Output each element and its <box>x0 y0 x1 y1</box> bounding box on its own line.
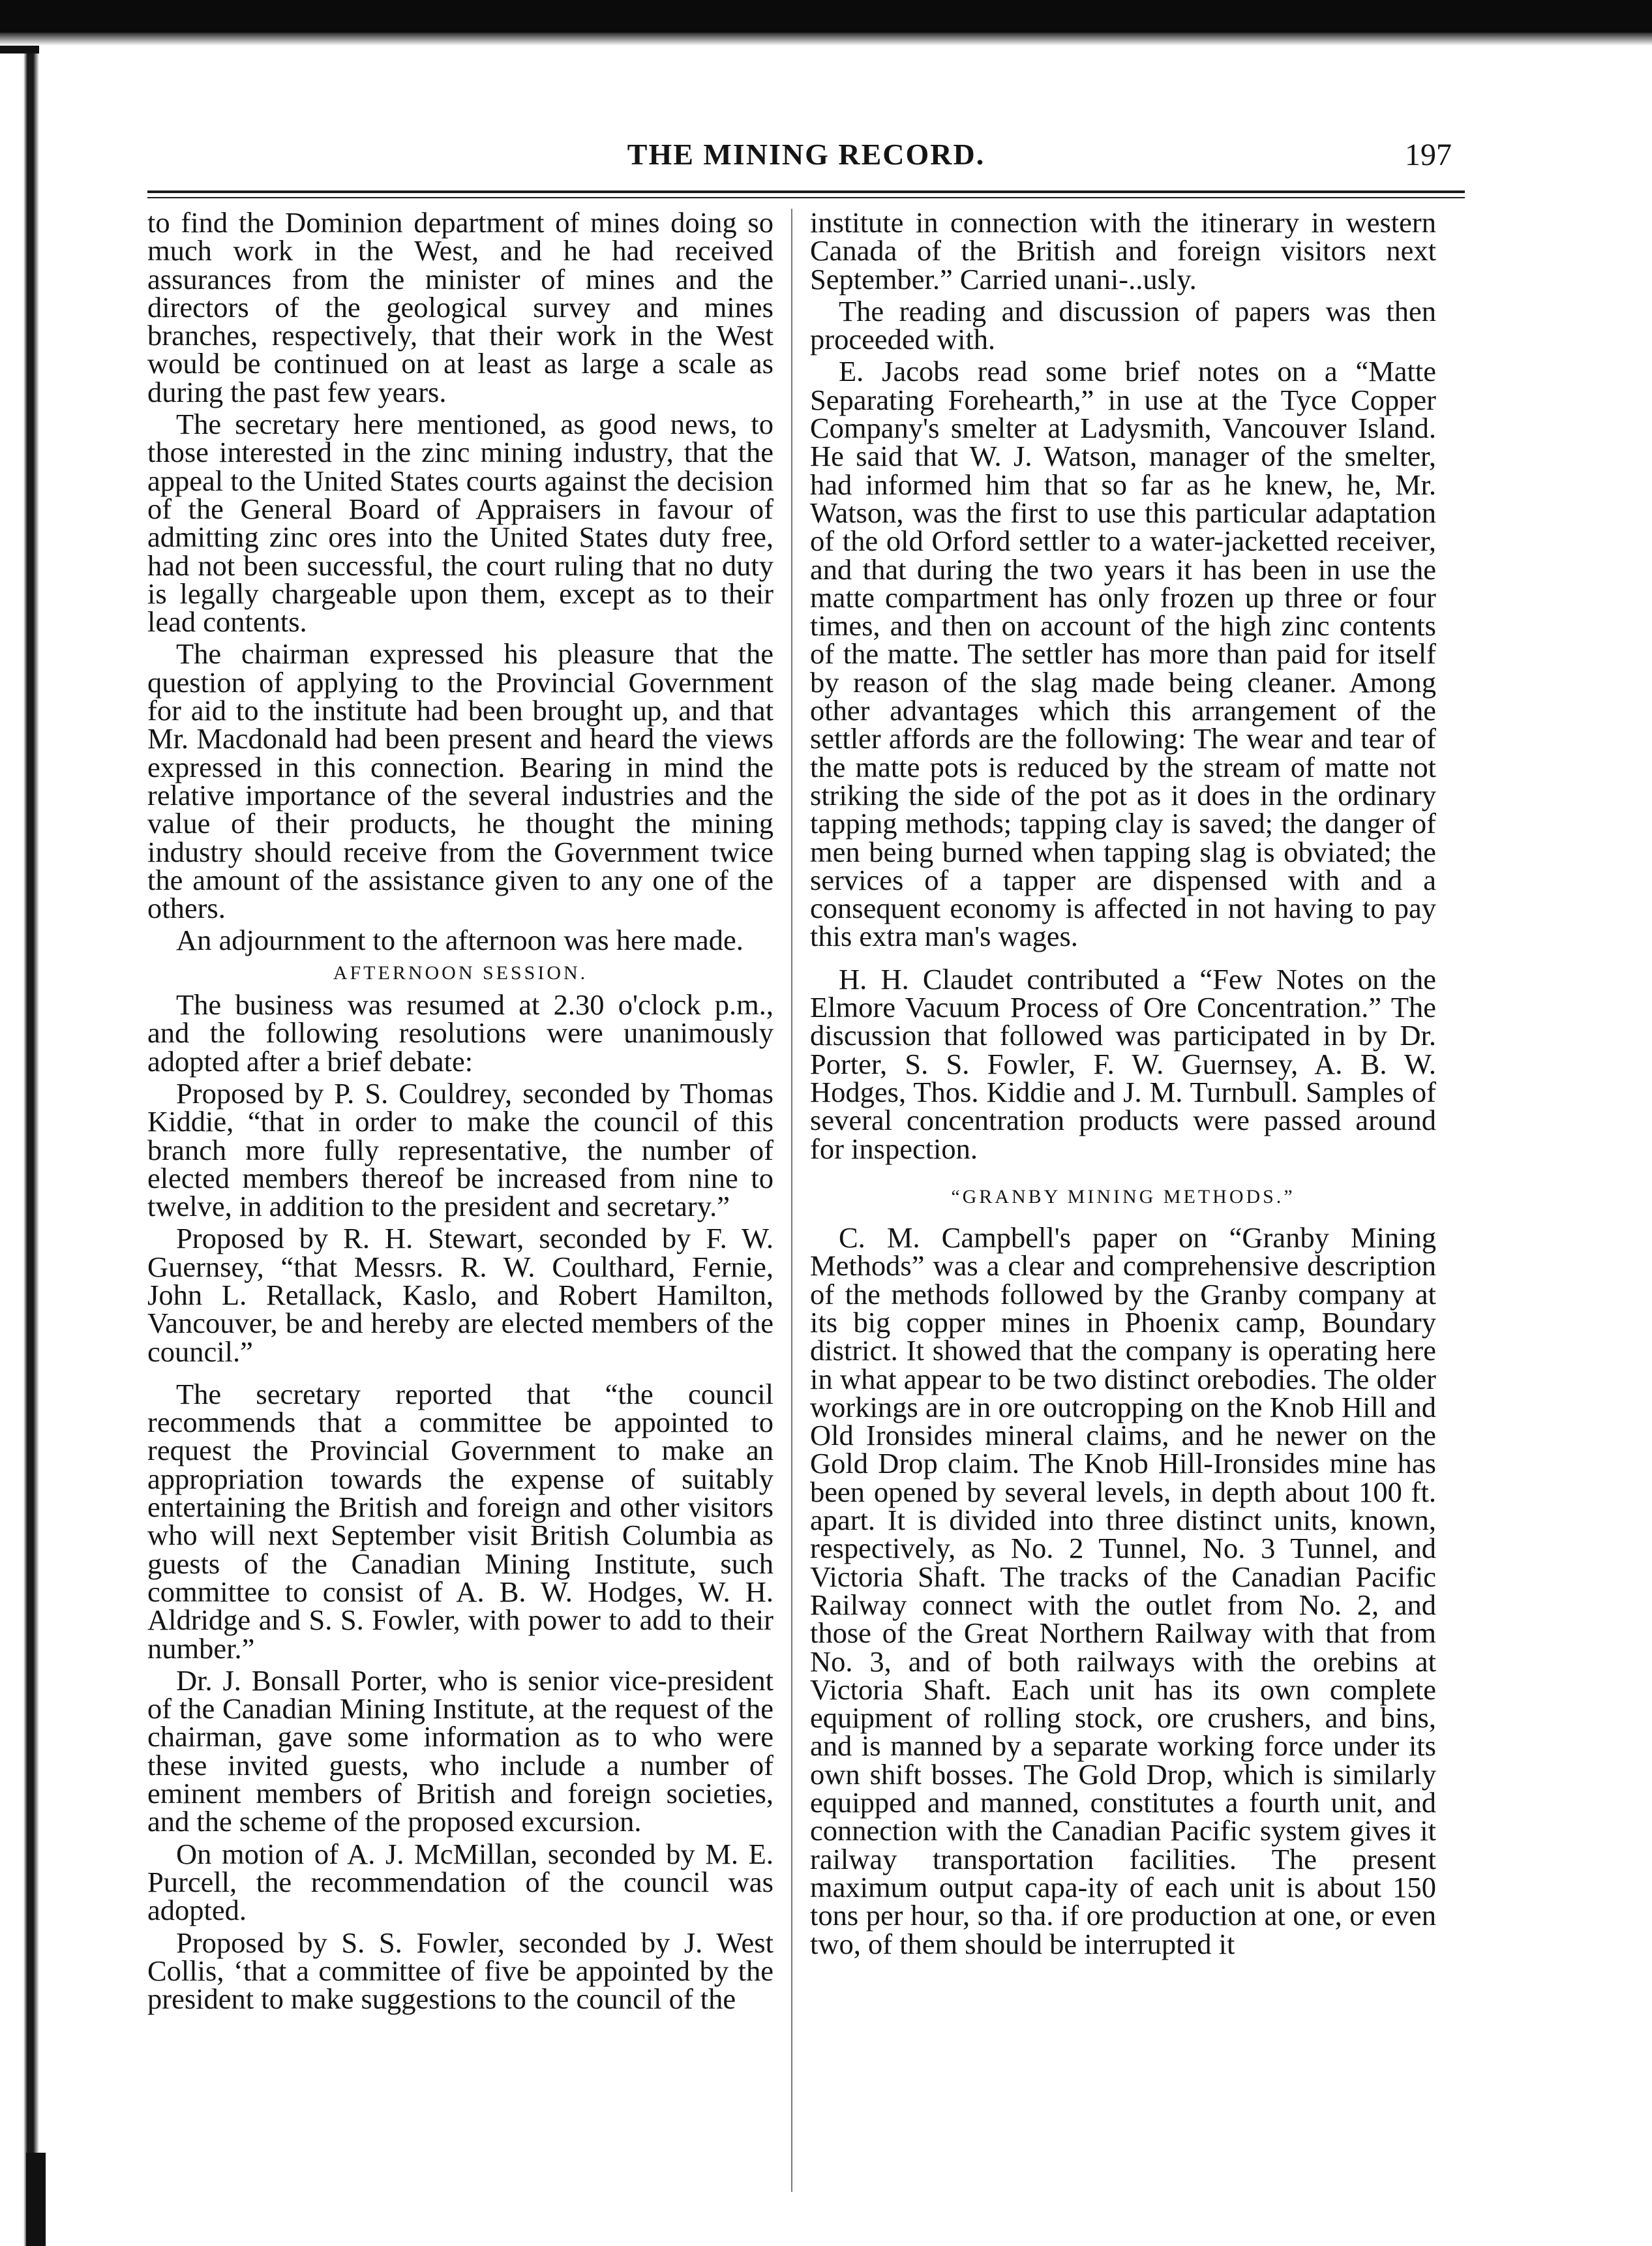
paragraph: institute in connection with the itinerary in western Canada of the British and foreign visitors next September.” Carried unani-..usly. <box>810 209 1436 296</box>
running-title: THE MINING RECORD. <box>627 138 985 171</box>
paragraph: Proposed by S. S. Fowler, seconded by J. West Collis, ‘that a committee of five be appointed by the president to make suggestions to the council of the <box>147 1926 773 2016</box>
right-column <box>810 209 1436 2205</box>
page-header <box>147 137 1465 189</box>
paragraph: The reading and discussion of papers was then proceeded with. <box>810 294 1436 356</box>
paragraph: On motion of A. J. McMillan, seconded by M. E. Purcell, the recommendation of the council was adopted. <box>147 1837 773 1927</box>
scan-left-foot <box>26 2153 46 2246</box>
paragraph: The business was resumed at 2.30 o'clock p.m., and the following resolutions were unanimously adopted after a brief debate: <box>147 988 773 1078</box>
paragraph: The secretary here mentioned, as good news, to those interested in the zinc mining industry, that the appeal to the United States courts against the decision of the General Board of Appraisers in favour of admitting zinc ores into the United States duty free, had not been successful, the court ruling that no duty is legally chargeable upon them, except as to their lead contents. <box>147 408 773 639</box>
paragraph: E. Jacobs read some brief notes on a “Matte Separating Forehearth,” in use at the Tyce Copper Company's smelter at Ladysmith, Vancouver Island. He said that W. J. Watson, manager of the smelter, had informed him that so far as he knew, he, Mr. Watson, was the first to use this particular adaptation of the old Orford settler to a water-jacketted receiver, and that during the two years it has been in use the matte compartment has only frozen up three or four times, and then on account of the high zinc contents of the matte. The settler has more than paid for itself by reason of the slag made being cleaner. Among other advantages which this arrangement of the settler affords are the following: The wear and tear of the matte pots is reduced by the stream of matte not striking the side of the pot as it does in the ordinary tapping methods; tapping clay is saved; the danger of men being burned when tapping slag is obviated; the services of a tapper are dispensed with and a consequent economy is affected in not having to pay this extra man's wages. <box>810 355 1436 953</box>
scan-top-border <box>0 0 1652 33</box>
left-column <box>147 209 773 2205</box>
paragraph: An adjournment to the afternoon was here made. <box>176 924 743 957</box>
section-subhead: “GRANBY MINING METHODS.” <box>951 1185 1295 1207</box>
paragraph: to find the Dominion department of mines doing so much work in the West, and he had received assurances from the minister of mines and the directors of the geological survey and mines branches, respectively, that their work in the West would be continued on at least as large a scale as during the past few years. <box>147 209 773 408</box>
paragraph: Proposed by P. S. Couldrey, seconded by Thomas Kiddie, “that in order to make the council of this branch more fully representative, the number of elected members thereof be increased from nine to twelve, in addition to the president and secretary.” <box>147 1076 773 1223</box>
scan-left-corner <box>0 46 39 85</box>
paragraph: C. M. Campbell's paper on “Granby Mining Methods” was a clear and comprehensive description of the methods followed by the Granby company at its big copper mines in Phoenix camp, Boundary district. It showed that the company is operating here in what appear to be two distinct orebodies. The older workings are in ore outcropping on the Knob Hill and Old Ironsides mineral claims, and he newer on the Gold Drop claim. The Knob Hill-Ironsides mine has been opened by several levels, in depth about 100 ft. apart. It is divided into three distinct units, known, respectively, as No. 2 Tunnel, No. 3 Tunnel, and Victoria Shaft. The tracks of the Canadian Pacific Railway connect with the outlet from No. 2, and those of the Great Northern Railway with that from No. 3, and of both railways with the orebins at Victoria Shaft. Each unit has its own complete equipment of rolling stock, ore crushers, and bins, and is manned by a separate working force under its own shift bosses. The Gold Drop, which is similarly equipped and manned, constitutes a fourth unit, and connection with the Canadian Pacific system gives it railway transportation facilities. The present maximum output capa-ity of each unit is about 150 tons per hour, so tha. if ore production at one, or even two, of them should be interrupted it <box>810 1221 1436 1960</box>
scan-left-border <box>0 46 39 2246</box>
column-divider <box>791 209 792 2192</box>
paragraph: Proposed by R. H. Stewart, seconded by F. W. Guernsey, “that Messrs. R. W. Coulthard, Fernie, John L. Retallack, Kaslo, and Robert Hamilton, Vancouver, be and hereby are elected members of the council.” <box>147 1222 773 1368</box>
header-rule <box>147 190 1465 198</box>
paragraph: The chairman expressed his pleasure that the question of applying to the Provincial Government for aid to the institute had been brought up, and that Mr. Macdonald had been present and heard the views expressed in this connection. Bearing in mind the relative importance of the several industries and the value of their products, he thought the mining industry should receive from the Government twice the amount of the assistance given to any one of the others. <box>147 637 773 925</box>
paragraph: The secretary reported that “the council recommends that a committee be appointed to request the Provincial Government to make an appropriation towards the expense of suitably entertaining the British and foreign and other visitors who will next September visit British Columbia as guests of the Canadian Mining Institute, such committee to consist of A. B. W. Hodges, W. H. Aldridge and S. S. Fowler, with power to add to their number.” <box>147 1377 773 1665</box>
paragraph: H. H. Claudet contributed a “Few Notes on the Elmore Vacuum Process of Ore Concentration.” The discussion that followed was participated in by Dr. Porter, S. S. Fowler, F. W. Guernsey, A. B. W. Hodges, Thos. Kiddie and J. M. Turnbull. Samples of several concentration products were passed around for inspection. <box>810 962 1436 1165</box>
paragraph: Dr. J. Bonsall Porter, who is senior vice-president of the Canadian Mining Institute, at the request of the chairman, gave some information as to who were these invited guests, who include a number of eminent members of British and foreign societies, and the scheme of the proposed excursion. <box>147 1663 773 1838</box>
scan-top-shadow <box>0 33 1652 46</box>
section-subhead: AFTERNOON SESSION. <box>333 962 588 984</box>
page-number: 197 <box>1405 138 1452 172</box>
